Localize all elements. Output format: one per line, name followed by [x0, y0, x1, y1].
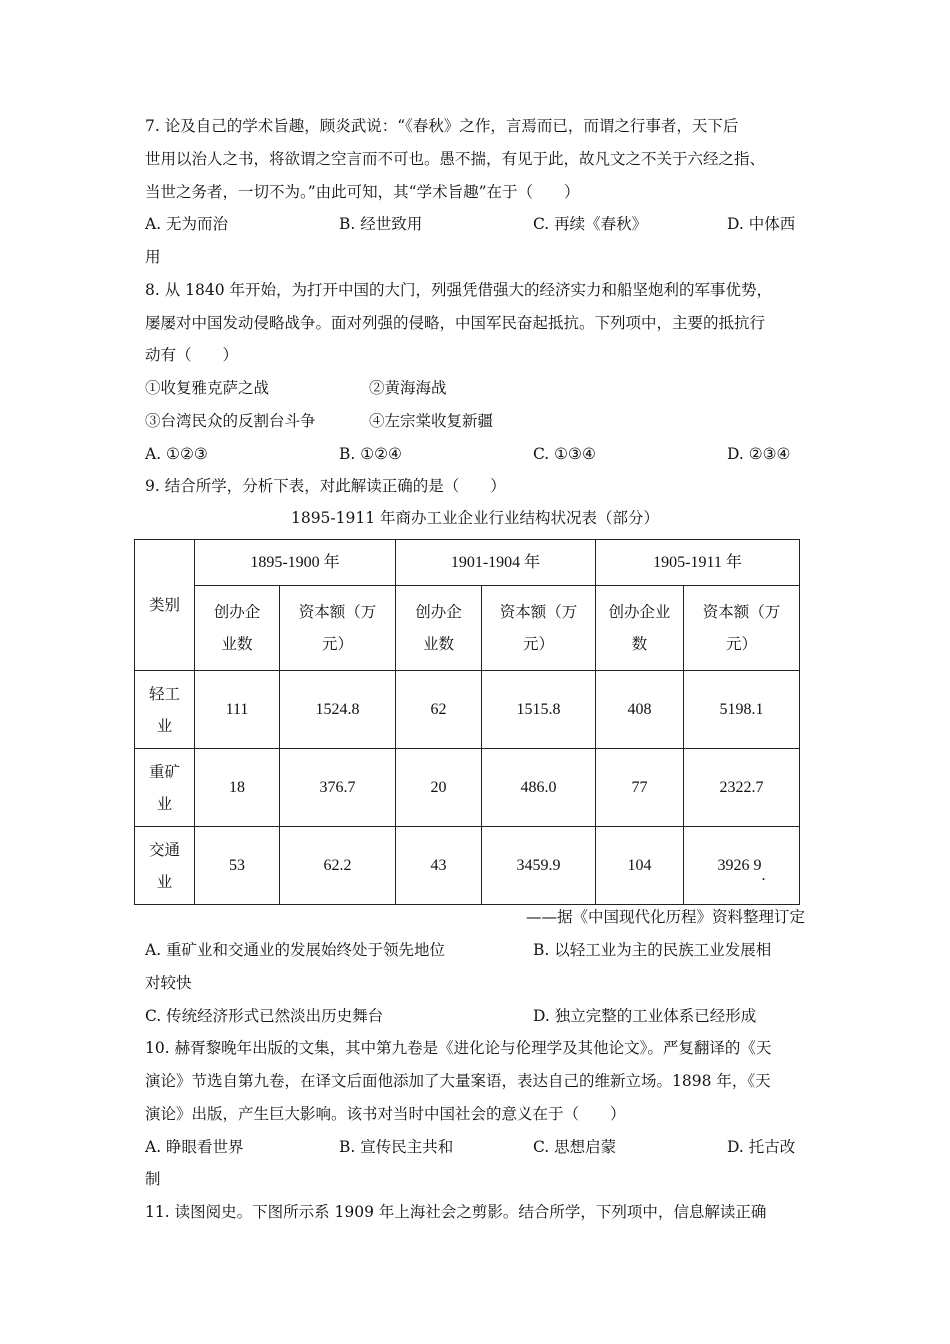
- table-row: [135, 827, 800, 905]
- table-source: ——据《中国现代化历程》资料整理订定: [525, 908, 805, 926]
- q8-stem-line-2: 屡屡对中国发动侵略战争。面对列强的侵略，中国军民奋起抵抗。下列项中，主要的抵抗行: [145, 314, 766, 332]
- q9-option-b: B. 以轻工业为主的民族工业发展相: [533, 941, 772, 959]
- q7-option-c: C. 再续《春秋》: [533, 215, 648, 233]
- q9-stem: 9. 结合所学，分析下表，对此解读正确的是（ ）: [145, 477, 506, 495]
- q10-stem-line-3: 演论》出版，产生巨大影响。该书对当时中国社会的意义在于（ ）: [145, 1105, 626, 1123]
- q8-option-c: C. ①③④: [533, 445, 596, 463]
- table-cell: 62: [396, 671, 482, 749]
- period-header: 1895-1900 年: [195, 540, 396, 586]
- table-cell: 53: [195, 827, 280, 905]
- sub-header-count: 创办企 业数: [195, 586, 280, 671]
- q8-item-2: ②黄海海战: [369, 379, 447, 397]
- q10-stem-line-1: 10. 赫胥黎晚年出版的文集，其中第九卷是《进化论与伦理学及其他论文》。严复翻译的《天: [145, 1039, 772, 1057]
- q9-option-a: A. 重矿业和交通业的发展始终处于领先地位: [145, 941, 446, 959]
- table-cell: 376.7: [280, 749, 396, 827]
- table-cell: 2322.7: [684, 749, 800, 827]
- table-cell: 104: [596, 827, 684, 905]
- q7-option-a: A. 无为而治: [145, 215, 229, 233]
- q8-stem-line-1: 8. 从 1840 年开始，为打开中国的大门，列强凭借强大的经济实力和船坚炮利的军事优势，: [145, 281, 773, 299]
- q10-option-d: D. 托古改: [727, 1138, 796, 1156]
- sub-header-capital: 资本额（万 元）: [684, 586, 800, 671]
- industry-structure-table: [134, 539, 800, 905]
- q8-item-3: ③台湾民众的反割台斗争: [145, 412, 316, 430]
- q7-option-d-wrap: 用: [145, 248, 161, 266]
- table-cell: 111: [195, 671, 280, 749]
- row-label: 轻工 业: [135, 671, 195, 749]
- q7-stem-line-3: 当世之务者，一切不为。”由此可知，其“学术旨趣”在于（ ）: [145, 183, 580, 201]
- period-header: 1901-1904 年: [396, 540, 596, 586]
- row-label: 重矿 业: [135, 749, 195, 827]
- q8-option-b: B. ①②④: [339, 445, 402, 463]
- q8-item-1: ①收复雅克萨之战: [145, 379, 270, 397]
- table-row: [135, 671, 800, 749]
- table-cell: 486.0: [482, 749, 596, 827]
- table-cell: 1524.8: [280, 671, 396, 749]
- table-cell: 3459.9: [482, 827, 596, 905]
- period-header: 1905-1911 年: [596, 540, 800, 586]
- q9-option-d: D. 独立完整的工业体系已经形成: [533, 1007, 757, 1025]
- q8-option-a: A. ①②③: [145, 445, 208, 463]
- q10-option-d-wrap: 制: [145, 1170, 161, 1188]
- q10-stem-line-2: 演论》节选自第九卷，在译文后面他添加了大量案语，表达自己的维新立场。1898 年，《天: [145, 1072, 771, 1090]
- q11-stem-line-1: 11. 读图阅史。下图所示系 1909 年上海社会之剪影。结合所学，下列项中，信息解读正确: [145, 1203, 767, 1221]
- table-cell: 18: [195, 749, 280, 827]
- q9-option-b-wrap: 对较快: [145, 974, 192, 992]
- q10-option-b: B. 宣传民主共和: [339, 1138, 454, 1156]
- table-cell: 77: [596, 749, 684, 827]
- table-caption: 1895-1911 年商办工业企业行业结构状况表（部分）: [290, 509, 660, 527]
- table-cell: 62.2: [280, 827, 396, 905]
- sub-header-capital: 资本额（万 元）: [482, 586, 596, 671]
- q10-option-c: C. 思想启蒙: [533, 1138, 617, 1156]
- category-header-cell: 类别: [135, 540, 195, 671]
- row-label: 交通 业: [135, 827, 195, 905]
- q8-option-d: D. ②③④: [727, 445, 791, 463]
- q7-stem-line-1: 7. 论及自己的学术旨趣，顾炎武说：“《春秋》之作，言焉而已，而谓之行事者，天下后: [145, 117, 739, 135]
- q8-item-4: ④左宗棠收复新疆: [369, 412, 494, 430]
- sub-header-capital: 资本额（万 元）: [280, 586, 396, 671]
- table-cell: 43: [396, 827, 482, 905]
- table-cell: 1515.8: [482, 671, 596, 749]
- table-cell: 5198.1: [684, 671, 800, 749]
- q7-stem-line-2: 世用以治人之书，将欲谓之空言而不可也。愚不揣，有见于此，故凡文之不关于六经之指、: [145, 150, 766, 168]
- q10-option-a: A. 睁眼看世界: [145, 1138, 244, 1156]
- q8-stem-line-3: 动有（ ）: [145, 346, 239, 364]
- table-cell: 20: [396, 749, 482, 827]
- sub-header-count: 创办企业 数: [596, 586, 684, 671]
- table-row: [135, 749, 800, 827]
- table-cell: 408: [596, 671, 684, 749]
- q7-option-d: D. 中体西: [727, 215, 796, 233]
- q7-option-b: B. 经世致用: [339, 215, 423, 233]
- table-cell-last: 3926 9.: [684, 827, 800, 905]
- q9-option-c: C. 传统经济形式已然淡出历史舞台: [145, 1007, 384, 1025]
- sub-header-count: 创办企 业数: [396, 586, 482, 671]
